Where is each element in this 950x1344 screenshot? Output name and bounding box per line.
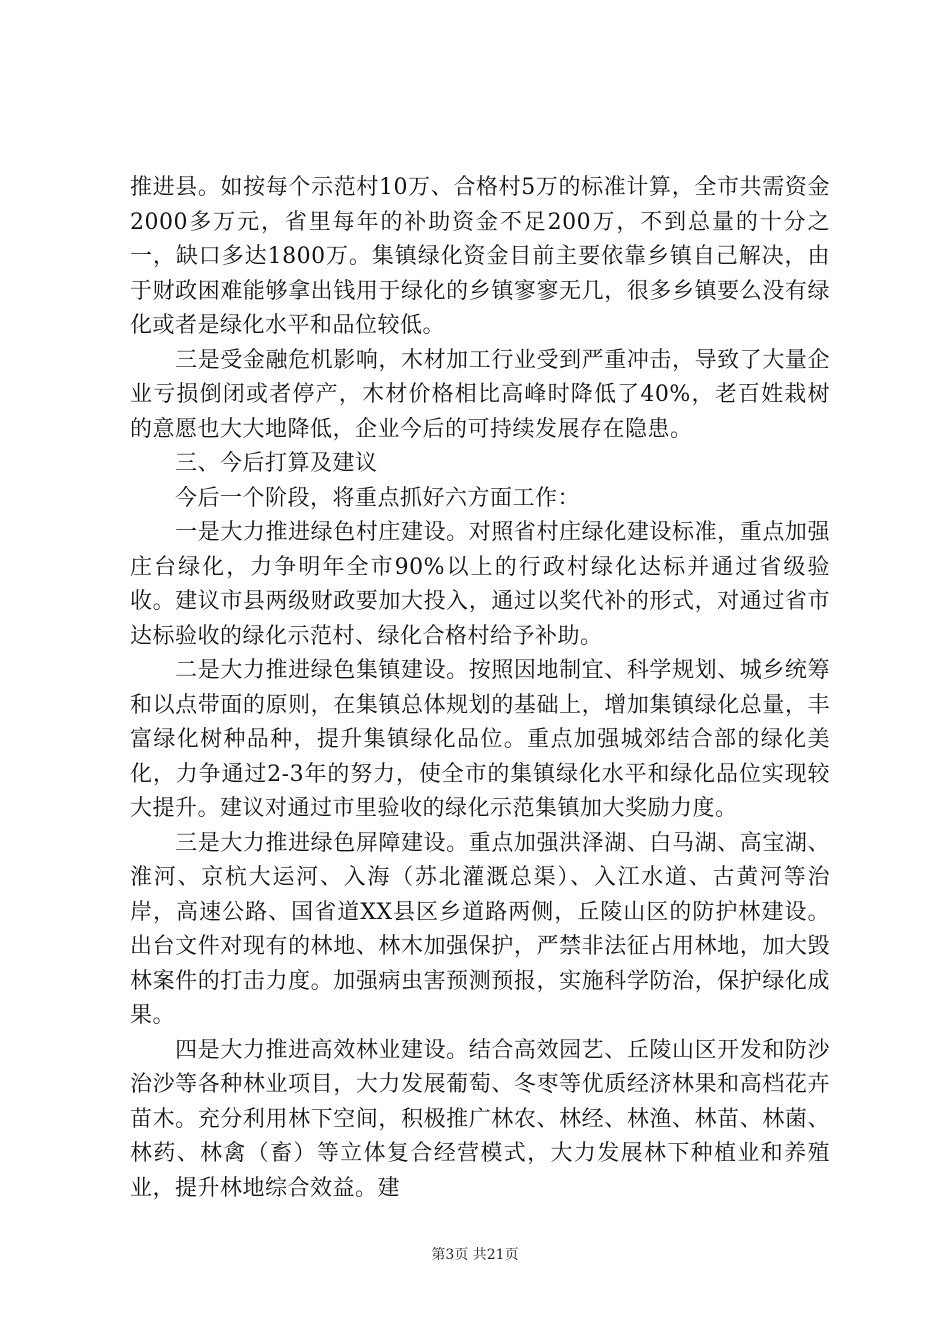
page-footer: 第3页 共21页 xyxy=(431,1247,519,1263)
paragraph-green-barrier: 三是大力推进绿色屏障建设。重点加强洪泽湖、白马湖、高宝湖、淮河、京杭大运河、入海（苏北灌溉总渠）、入江水道、古黄河等治岸，高速公路、国省道XX县区乡道路两侧，丘陵山区的防护林建设。出台文件对现有的林地、林木加强保护，严禁非法征占用林地，加大毁林案件的打击力度。加强病虫害预测预报，实施科学防治，保护绿化成果。 xyxy=(130,830,830,1028)
paragraph-financial-crisis: 三是受金融危机影响，木材加工行业受到严重冲击，导致了大量企业亏损倒闭或者停产，木材价格相比高峰时降低了40%，老百姓栽树的意愿也大大地降低，企业今后的可持续发展存在隐患。 xyxy=(130,347,830,442)
paragraph-intro: 今后一个阶段，将重点抓好六方面工作： xyxy=(130,485,581,511)
paragraph-efficient-forestry: 四是大力推进高效林业建设。结合高效园艺、丘陵山区开发和防沙治沙等各种林业项目，大力发展葡萄、冬枣等优质经济林果和高档花卉苗木。充分利用林下空间，积极推广林农、林经、林渔、林苗、林菌、林药、林禽（畜）等立体复合经营模式，大力发展林下种植业和养殖业，提升林地综合效益。建 xyxy=(130,1037,830,1201)
section-heading-plans: 三、今后打算及建议 xyxy=(130,451,378,476)
body-text xyxy=(130,171,830,1206)
paragraph-green-village: 一是大力推进绿色村庄建设。对照省村庄绿化建设标准，重点加强庄台绿化，力争明年全市90%以上的行政村绿化达标并通过省级验收。建议市县两级财政要加大投入，通过以奖代补的形式，对通过省市达标验收的绿化示范村、绿化合格村给予补助。 xyxy=(130,520,830,649)
paragraph-green-town: 二是大力推进绿色集镇建设。按照因地制宜、科学规划、城乡统筹和以点带面的原则，在集镇总体规划的基础上，增加集镇绿化总量，丰富绿化树种品种，提升集镇绿化品位。重点加强城郊结合部的绿化美化，力争通过2-3年的努力，使全市的集镇绿化水平和绿化品位实现较大提升。建议对通过市里验收的绿化示范集镇加大奖励力度。 xyxy=(130,658,830,821)
paragraph-funding-gap: 推进县。如按每个示范村10万、合格村5万的标准计算，全市共需资金2000多万元，省里每年的补助资金不足200万，不到总量的十分之一，缺口多达1800万。集镇绿化资金目前主要依靠乡镇自己解决，由于财政困难能够拿出钱用于绿化的乡镇寥寥无几，很多乡镇要么没有绿化或者是绿化水平和品位较低。 xyxy=(130,175,830,338)
